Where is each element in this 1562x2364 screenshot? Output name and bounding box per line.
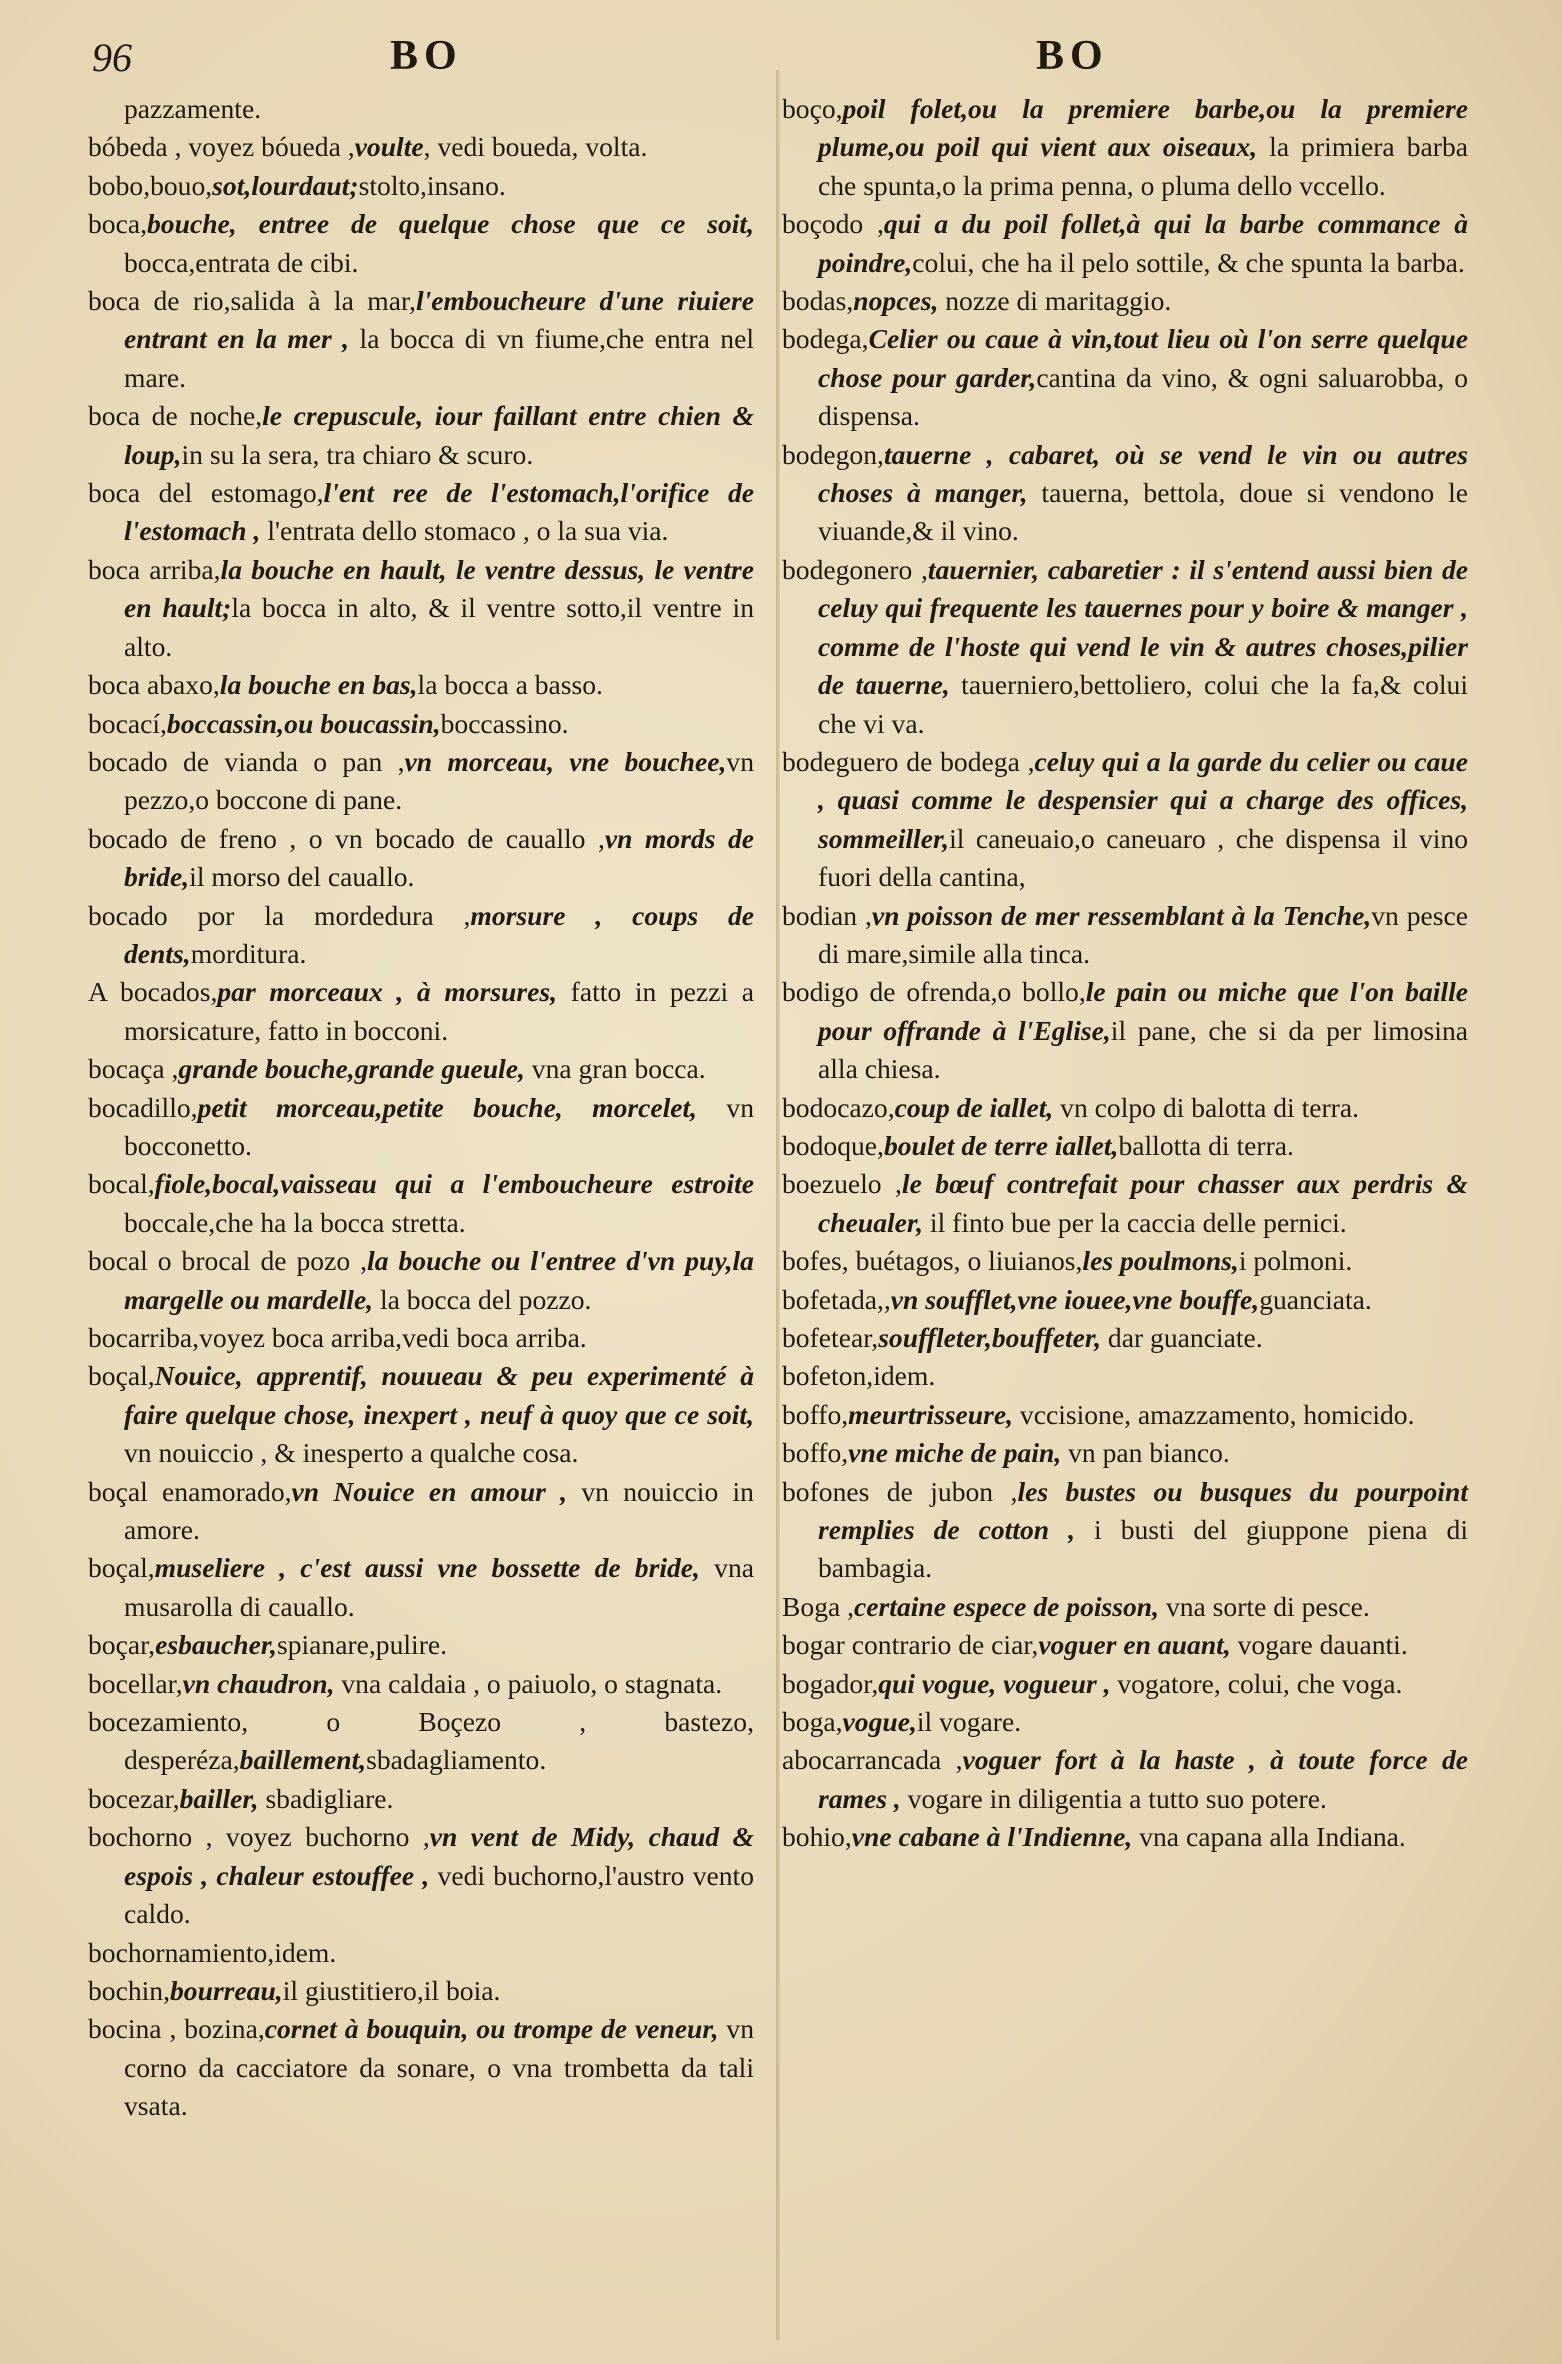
entry-headword: bofes, buétagos, o liuianos, [782, 1245, 1083, 1277]
dictionary-entry [782, 1741, 1468, 1818]
entry-headword: bogar contrario de ciar, [782, 1629, 1039, 1661]
entry-italian-gloss: vogare dauanti. [1230, 1629, 1408, 1661]
entry-headword: bochornamiento,idem. [88, 1936, 337, 1968]
entry-headword: boçal, [88, 1552, 155, 1584]
entry-italian-gloss: vn corno da cacciatore da sonare, o vna trombetta da tali vsata. [124, 2013, 755, 2122]
entry-italian-gloss: vn nouiccio in amore. [124, 1475, 754, 1546]
entry-headword: bohio, [782, 1821, 852, 1853]
entry-italian-gloss: il finto bue per la caccia delle pernici. [923, 1206, 1347, 1238]
entry-italian-gloss: ballotta di terra. [1118, 1129, 1294, 1161]
dictionary-entry [782, 551, 1468, 743]
dictionary-entry [88, 1242, 754, 1319]
entry-french-gloss: la bouche en hault, le ventre dessus, le ventre en hault; [124, 553, 754, 624]
entry-french-gloss: voguer en auant, [1038, 1629, 1231, 1661]
dictionary-entry [88, 1626, 754, 1664]
entry-headword: boçodo , [782, 208, 884, 240]
entry-italian-gloss: il morso del cauallo. [189, 861, 415, 893]
entry-headword: boca arriba, [88, 553, 221, 585]
dictionary-entry [782, 1434, 1468, 1472]
entry-italian-gloss: pazzamente. [124, 93, 262, 124]
entry-headword: boço, [782, 93, 843, 124]
entry-headword: bofones de jubon , [782, 1475, 1018, 1507]
entry-french-gloss: fiole,bocal,vaisseau qui a l'emboucheure estroite [154, 1168, 754, 1200]
entry-headword: bochin, [88, 1974, 170, 2006]
dictionary-entry [88, 474, 754, 551]
dictionary-entry [782, 897, 1468, 974]
entry-headword: boçar, [88, 1629, 156, 1661]
dictionary-entry [782, 1281, 1468, 1319]
dictionary-entry [782, 1242, 1468, 1280]
entry-french-gloss: baillement, [239, 1744, 367, 1776]
entry-headword: bocací, [88, 707, 167, 739]
entry-french-gloss: bouche, entree de quelque chose que ce soit, [147, 208, 754, 240]
entry-headword: boga, [782, 1706, 843, 1738]
entry-headword: bofetear, [782, 1322, 879, 1353]
left-column [88, 90, 754, 2126]
entry-french-gloss: vne cabane à l'Indienne, [851, 1821, 1133, 1853]
dictionary-entry [88, 1357, 754, 1472]
entry-italian-gloss: i busti del giuppone piena di bambagia. [818, 1514, 1468, 1584]
entry-french-gloss: tauernier, cabaretier : il s'entend aussi bien de celuy qui frequente les tauernes pour y boire & manger , comme de l'hoste qui vend le vin & autres choses,pilier de tauerne, [818, 553, 1468, 701]
dictionary-entry [782, 1665, 1468, 1703]
entry-italian-gloss: vn bocconetto. [124, 1091, 754, 1161]
dictionary-entry [782, 436, 1468, 551]
dictionary-entry [782, 1089, 1468, 1127]
entry-italian-gloss: bocca,entrata de cibi. [124, 246, 359, 278]
entry-french-gloss: petit morceau,petite bouche, morcelet, [197, 1091, 698, 1123]
entry-french-gloss: vn vent de Midy, chaud & espois , chaleur estouffee , [124, 1821, 754, 1891]
dictionary-entry [782, 282, 1468, 320]
entry-headword: bofetada,, [782, 1283, 891, 1315]
entry-headword: bocado de vianda o pan , [88, 745, 405, 777]
entry-headword: boca abaxo, [88, 669, 220, 701]
entry-headword: A bocados, [88, 976, 218, 1008]
dictionary-entry [782, 1357, 1468, 1395]
entry-french-gloss: voguer fort à la haste , à toute force de rames , [818, 1744, 1468, 1814]
entry-headword: bodegon, [782, 438, 884, 470]
dictionary-entry [88, 897, 754, 974]
dictionary-entry [88, 128, 754, 166]
entry-french-gloss: esbaucher, [155, 1629, 277, 1661]
entry-french-gloss: vn chaudron, [182, 1667, 335, 1699]
entry-headword: bodian , [782, 899, 872, 931]
entry-headword: boca de rio,salida à la mar, [88, 285, 416, 317]
entry-headword: bocina , bozina, [88, 2013, 265, 2045]
dictionary-entry [782, 1818, 1468, 1856]
entry-headword: bobo,bouo, [88, 169, 213, 201]
entry-french-gloss: vogue, [842, 1706, 917, 1738]
dictionary-entry [782, 1165, 1468, 1242]
dictionary-entry [782, 205, 1468, 282]
entry-italian-gloss: l'entrata dello stomaco , o la sua via. [260, 515, 669, 547]
entry-italian-gloss: vna musarolla di cauallo. [124, 1552, 754, 1622]
entry-italian-gloss: tauerniero,bettoliero, colui che la fa,& colui che vi va. [818, 669, 1469, 739]
entry-headword: bodocazo, [782, 1091, 895, 1123]
entry-italian-gloss: fatto in pezzi a morsicature, fatto in bocconi. [124, 976, 755, 1046]
entry-italian-gloss: vna sorte di pesce. [1159, 1590, 1370, 1622]
page-header [0, 30, 1562, 90]
entry-headword: Boga , [782, 1590, 855, 1622]
dictionary-entry [88, 973, 754, 1050]
entry-headword: boezuelo , [782, 1168, 902, 1200]
entry-headword: boffo, [782, 1398, 849, 1430]
dictionary-entry [88, 1165, 754, 1242]
entry-italian-gloss: vn pesce di mare,simile alla tinca. [818, 899, 1468, 969]
entry-headword: bocezamiento, o Boçezo , bastezo, desperéza, [88, 1706, 754, 1776]
entry-headword: bofeton,idem. [782, 1360, 936, 1392]
entry-italian-gloss: il vogare. [916, 1706, 1022, 1738]
entry-italian-gloss: vn pezzo,o boccone di pane. [124, 745, 754, 816]
entry-french-gloss: vn poisson de mer ressemblant à la Tenche, [871, 899, 1372, 931]
entry-french-gloss: le pain ou miche que l'on baille pour offrande à l'Eglise, [818, 976, 1468, 1046]
dictionary-entry [88, 1780, 754, 1818]
entry-italian-gloss: , vedi boueda, volta. [423, 131, 648, 163]
entry-italian-gloss: dar guanciate. [1101, 1322, 1263, 1353]
entry-italian-gloss: vn colpo di balotta di terra. [1053, 1091, 1360, 1123]
dictionary-entry [88, 1319, 754, 1357]
entry-headword: bocadillo, [88, 1091, 198, 1123]
entry-italian-gloss: boccassino. [440, 707, 569, 739]
entry-headword: abocarrancada , [782, 1744, 963, 1776]
entry-french-gloss: celuy qui a la garde du celier ou caue , quasi comme le despensier qui a charge des offices, sommeiller, [818, 745, 1468, 854]
entry-french-gloss: bourreau, [170, 1974, 283, 2006]
entry-italian-gloss: vna caldaia , o paiuolo, o stagnata. [334, 1667, 723, 1699]
page-number: 96 [92, 35, 132, 80]
entry-italian-gloss: stolto,insano. [358, 169, 506, 201]
dictionary-entry [88, 1934, 754, 1972]
dictionary-entry [88, 2010, 754, 2125]
entry-french-gloss: morsure , coups de dents, [124, 899, 754, 969]
entry-french-gloss: sot,lourdaut; [212, 169, 359, 201]
entry-italian-gloss: nozze di maritaggio. [938, 285, 1172, 317]
entry-italian-gloss: vogatore, colui, che voga. [1110, 1667, 1403, 1699]
entry-french-gloss: vn morceau, vne bouchee, [404, 745, 727, 777]
dictionary-entry [88, 1050, 754, 1088]
dictionary-entry [782, 1703, 1468, 1741]
entry-italian-gloss: vna gran bocca. [524, 1053, 706, 1085]
dictionary-entry [782, 90, 1468, 205]
dictionary-entry [782, 1473, 1468, 1588]
entry-french-gloss: les poulmons, [1082, 1245, 1239, 1277]
entry-italian-gloss: boccale,che ha la bocca stretta. [124, 1206, 466, 1238]
entry-french-gloss: vn mords de bride, [124, 822, 754, 893]
entry-italian-gloss: tauerna, bettola, doue si vendono le viuande,& il vino. [818, 477, 1468, 547]
entry-italian-gloss: vn nouiccio , & inesperto a qualche cosa. [124, 1437, 579, 1469]
entry-french-gloss: par morceaux , à morsures, [217, 976, 558, 1008]
dictionary-entry [88, 743, 754, 820]
entry-headword: bodoque, [782, 1129, 884, 1161]
dictionary-entry [88, 397, 754, 474]
dictionary-entry [88, 1549, 754, 1626]
entry-french-gloss: nopces, [853, 285, 939, 317]
entry-italian-gloss: vedi buchorno,l'austro vento caldo. [124, 1859, 755, 1930]
column-divider [776, 70, 780, 2340]
dictionary-entry [782, 320, 1468, 435]
entry-french-gloss: poil folet,ou la premiere barbe,ou la premiere plume,ou poil qui vient aux oiseaux, [818, 93, 1468, 163]
entry-french-gloss: le crepuscule, iour faillant entre chien & loup, [124, 400, 755, 470]
entry-headword: bochorno , voyez buchorno , [88, 1821, 430, 1853]
entry-headword: bocal, [88, 1168, 155, 1200]
entry-french-gloss: bailler, [179, 1782, 259, 1814]
entry-italian-gloss: sbadagliamento. [366, 1744, 547, 1776]
entry-headword: bodegonero , [782, 553, 928, 585]
entry-french-gloss: meurtrisseure, [848, 1398, 1013, 1430]
dictionary-entry [88, 1665, 754, 1703]
entry-french-gloss: vne miche de pain, [848, 1437, 1062, 1469]
entry-french-gloss: coup de iallet, [894, 1091, 1054, 1123]
entry-french-gloss: museliere , c'est aussi vne bossette de bride, [154, 1552, 700, 1584]
entry-italian-gloss: colui, che ha il pelo sottile, & che spunta la barba. [912, 246, 1465, 278]
entry-italian-gloss: la bocca a basso. [417, 669, 603, 701]
dictionary-entry [782, 1396, 1468, 1434]
entry-italian-gloss: il giustitiero,il boia. [282, 1974, 501, 2006]
entry-headword: bodega, [782, 323, 869, 355]
entry-italian-gloss: la bocca in alto, & il ventre sotto,il ventre in alto. [124, 592, 754, 662]
entry-french-gloss: tauerne , cabaret, où se vend le vin ou autres choses à manger, [818, 438, 1468, 509]
entry-french-gloss: cornet à bouquin, ou trompe de veneur, [264, 2013, 719, 2045]
entry-french-gloss: boccassin,ou boucassin, [166, 707, 441, 739]
dictionary-entry [88, 205, 754, 282]
entry-french-gloss: qui a du poil follet,à qui la barbe commance à poindre, [818, 208, 1469, 278]
entry-italian-gloss: cantina da vino, & ogni saluarobba, o dispensa. [818, 361, 1468, 432]
entry-french-gloss: qui vogue, vogueur , [878, 1667, 1111, 1699]
dictionary-entry [782, 1588, 1468, 1626]
entry-italian-gloss: la bocca del pozzo. [373, 1283, 592, 1315]
dictionary-entry [88, 167, 754, 205]
dictionary-entry [88, 1473, 754, 1550]
dictionary-entry [88, 820, 754, 897]
entry-french-gloss: voulte [354, 131, 424, 163]
entry-headword: bocal o brocal de pozo , [88, 1245, 368, 1277]
dictionary-entry [782, 973, 1468, 1088]
running-head-left: BO [390, 33, 463, 79]
entry-headword: bocarriba,voyez boca arriba,vedi boca arriba. [88, 1322, 587, 1353]
entry-italian-gloss: vccisione, amazzamento, homicido. [1013, 1398, 1415, 1430]
dictionary-entry [782, 1319, 1468, 1357]
entry-headword: bocellar, [88, 1667, 183, 1699]
entry-italian-gloss: il pane, che si da per limosina alla chiesa. [818, 1014, 1468, 1085]
entry-headword: bocezar, [88, 1782, 180, 1814]
entry-headword: bodeguero de bodega , [782, 745, 1035, 777]
dictionary-entry [782, 743, 1468, 897]
entry-italian-gloss: sbadigliare. [258, 1782, 394, 1814]
dictionary-entry [782, 1127, 1468, 1165]
entry-french-gloss: certaine espece de poisson, [854, 1590, 1160, 1622]
dictionary-entry [88, 551, 754, 666]
entry-french-gloss: souffleter,bouffeter, [878, 1322, 1101, 1353]
dictionary-entry [88, 1972, 754, 2010]
entry-french-gloss: vn soufflet,vne iouee,vne bouffe, [890, 1283, 1260, 1315]
dictionary-entry [88, 1818, 754, 1933]
entry-french-gloss: l'ent ree de l'estomach,l'orifice de l'estomach , [124, 477, 755, 547]
entry-italian-gloss: la bocca di vn fiume,che entra nel mare. [124, 323, 754, 393]
entry-french-gloss: boulet de terre iallet, [883, 1129, 1119, 1161]
entry-french-gloss: l'emboucheure d'une riuiere entrant en la mer , [124, 285, 754, 355]
running-head-right: BO [1036, 33, 1109, 79]
entry-headword: bogador, [782, 1667, 879, 1699]
entry-italian-gloss: il caneuaio,o caneuaro , che dispensa il vino fuori della cantina, [818, 822, 1468, 893]
entry-headword: boffo, [782, 1437, 849, 1469]
dictionary-entry [88, 666, 754, 704]
entry-italian-gloss: vn pan bianco. [1061, 1437, 1230, 1469]
entry-headword: boçal, [88, 1360, 155, 1392]
dictionary-entry [88, 1703, 754, 1780]
dictionary-entry [88, 90, 754, 128]
entry-headword: boca, [88, 208, 147, 240]
entry-french-gloss: Nouice, apprentif, nouueau & peu experimenté à faire quelque chose, inexpert , neuf à quoy que ce soit, [124, 1360, 754, 1430]
dictionary-entry [88, 705, 754, 743]
entry-headword: boca del estomago, [88, 477, 324, 509]
entry-headword: bocaça , [88, 1053, 179, 1085]
dictionary-entry [88, 1089, 754, 1166]
entry-headword: bocado por la mordedura , [88, 899, 471, 931]
entry-italian-gloss: la primiera barba che spunta,o la prima penna, o pluma dello vccello. [818, 131, 1468, 201]
entry-french-gloss: la bouche en bas, [219, 669, 418, 701]
entry-italian-gloss: morditura. [190, 937, 307, 969]
entry-italian-gloss: vogare in diligentia a tutto suo potere. [900, 1782, 1327, 1814]
entry-french-gloss: le bœuf contrefait pour chasser aux perdris & cheualer, [818, 1168, 1468, 1238]
entry-headword: bodigo de ofrenda,o bollo, [782, 976, 1086, 1008]
dictionary-entry [88, 282, 754, 397]
entry-french-gloss: Celier ou caue à vin,tout lieu où l'on serre quelque chose pour garder, [818, 323, 1468, 393]
entry-italian-gloss: spianare,pulire. [276, 1629, 448, 1661]
entry-headword: bóbeda , voyez bóueda , [88, 131, 355, 163]
entry-headword: bocado de freno , o vn bocado de cauallo , [88, 822, 605, 854]
entry-french-gloss: la bouche ou l'entree d'vn puy,la margelle ou mardelle, [124, 1245, 754, 1315]
dictionary-entry [782, 1626, 1468, 1664]
entry-italian-gloss: vna capana alla Indiana. [1132, 1821, 1406, 1853]
right-column [782, 90, 1468, 1857]
entry-italian-gloss: i polmoni. [1238, 1245, 1353, 1277]
entry-italian-gloss: guanciata. [1259, 1283, 1372, 1315]
entry-french-gloss: vn Nouice en amour , [291, 1475, 568, 1507]
entry-headword: bodas, [782, 285, 854, 317]
entry-french-gloss: grande bouche,grande gueule, [178, 1053, 525, 1085]
entry-french-gloss: les bustes ou busques du pourpoint remplies de cotton , [818, 1475, 1468, 1546]
entry-headword: boçal enamorado, [88, 1475, 292, 1507]
entry-headword: boca de noche, [88, 400, 263, 432]
entry-italian-gloss: in su la sera, tra chiaro & scuro. [181, 438, 534, 470]
